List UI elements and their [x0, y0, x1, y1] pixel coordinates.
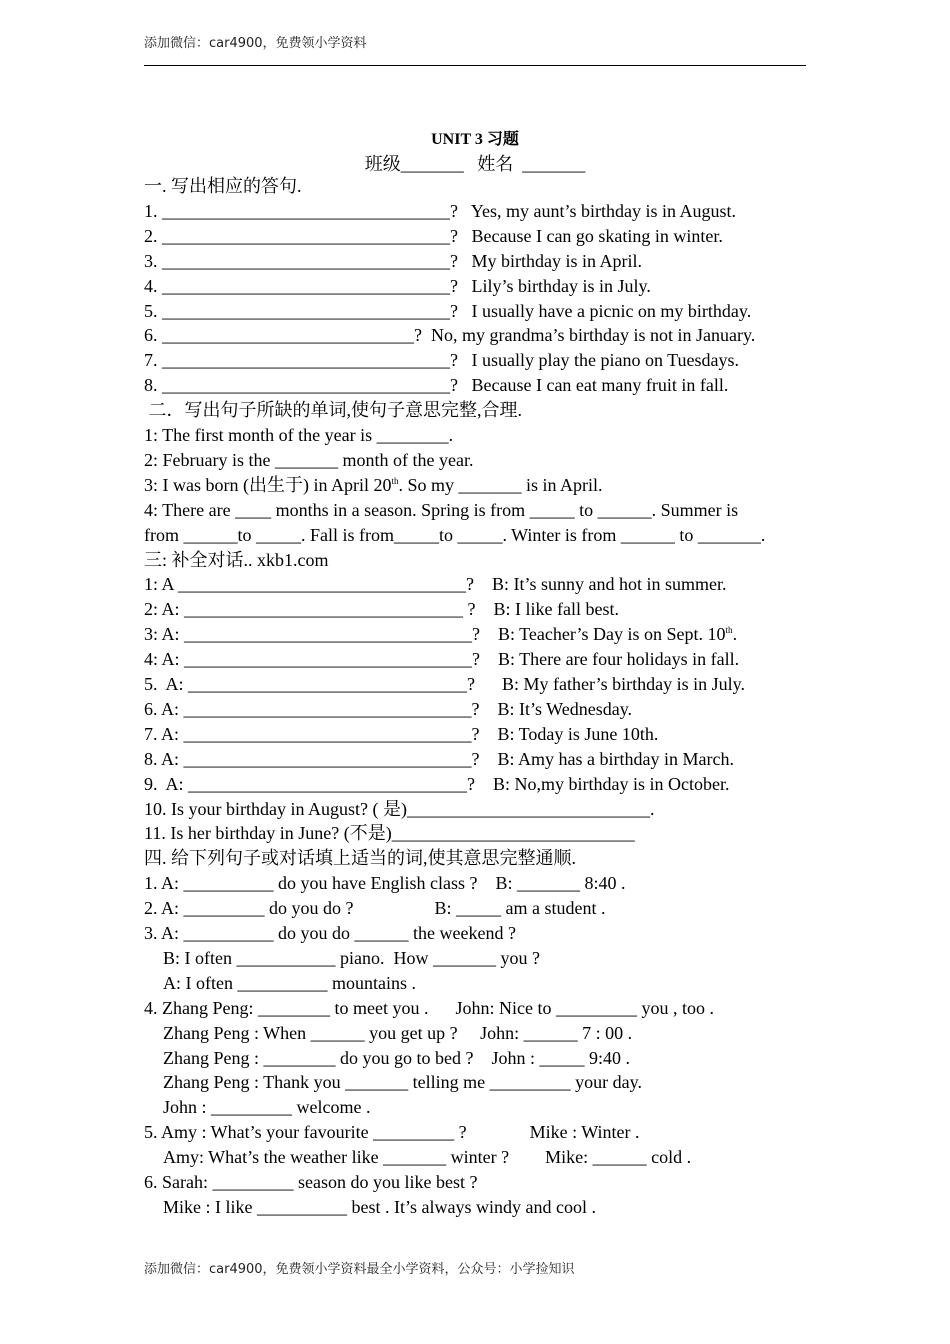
class-name-line: 班级_______ 姓名 _______	[364, 154, 586, 174]
worksheet-line: 3: I was born (出生于) in April 20th. So my _______ is in April.	[144, 474, 603, 495]
worksheet-line: 8. ________________________________? Because I can eat many fruit in fall.	[144, 375, 729, 396]
worksheet-line: 4. ________________________________? Lily’s birthday is in July.	[144, 275, 651, 296]
worksheet-line: 2. A: _________ do you do ? B: _____ am a student .	[144, 898, 606, 919]
worksheet-title: UNIT 3 习题	[431, 131, 519, 148]
worksheet-line: Zhang Peng : Thank you _______ telling me _________ your day.	[163, 1072, 642, 1093]
worksheet-line: 9. A: _______________________________? B: No,my birthday is in October.	[144, 773, 730, 794]
worksheet-line: 5. ________________________________? I usually have a picnic on my birthday.	[144, 300, 752, 321]
worksheet-line: Zhang Peng : When ______ you get up ? John: ______ 7 : 00 .	[163, 1022, 633, 1043]
worksheet-line: 8. A: ________________________________? B: Amy has a birthday in March.	[144, 748, 734, 769]
worksheet-line: 1. ________________________________? Yes, my aunt’s birthday is in August.	[144, 200, 737, 221]
worksheet-line: 7. ________________________________? I usually play the piano on Tuesdays.	[144, 350, 739, 371]
worksheet-line: 11. Is her birthday in June? (不是)___________________________	[144, 823, 635, 844]
worksheet-line: 5. Amy : What’s your favourite _________ ? Mike : Winter .	[144, 1122, 640, 1143]
worksheet-line: 5. A: _______________________________? B: My father’s birthday is in July.	[144, 674, 745, 694]
worksheet-line: 4. Zhang Peng: ________ to meet you . John: Nice to _________ you , too .	[144, 997, 714, 1018]
page-header: 添加微信：car4900，免费领小学资料	[144, 36, 367, 51]
worksheet-line: 3: A: ________________________________? B: Teacher’s Day is on Sept. 10th.	[144, 624, 738, 645]
worksheet-line: Amy: What’s the weather like _______ winter ? Mike: ______ cold .	[163, 1147, 692, 1168]
worksheet-line: Mike : I like __________ best . It’s always windy and cool .	[163, 1196, 596, 1217]
worksheet-line: 3. ________________________________? My birthday is in April.	[144, 250, 642, 271]
worksheet-line: John : _________ welcome .	[163, 1097, 371, 1118]
worksheet-line: 1: The first month of the year is ________.	[144, 425, 454, 445]
worksheet-line: 4: A: ________________________________? B: There are four holidays in fall.	[144, 649, 740, 670]
worksheet-line: 2: February is the _______ month of the year.	[144, 449, 474, 470]
worksheet-line: from ______to _____. Fall is from_____to _____. Winter is from ______ to _______.	[144, 524, 766, 545]
worksheet-line: 7. A: ________________________________? B: Today is June 10th.	[144, 723, 659, 744]
worksheet-line: 10. Is your birthday in August? ( 是)___________________________.	[144, 798, 655, 819]
worksheet-line: 6. ____________________________? No, my grandma’s birthday is not in January.	[144, 325, 756, 346]
worksheet-line: 四. 给下列句子或对话填上适当的词,使其意思完整通顺.	[144, 848, 576, 869]
worksheet-line: 一. 写出相应的答句.	[144, 176, 302, 196]
worksheet-line: 6. Sarah: _________ season do you like best ?	[144, 1172, 478, 1192]
page-footer: 添加微信：car4900，免费领小学资料最全小学资料，公众号：小学捡知识	[144, 1262, 575, 1277]
worksheet-line: B: I often ___________ piano. How _______ you ?	[163, 947, 540, 968]
worksheet-line: 2: A: _______________________________ ? B: I like fall best.	[144, 599, 619, 620]
worksheet-line: 1: A ________________________________? B: It’s sunny and hot in summer.	[144, 574, 727, 595]
worksheet-line: 6. A: ________________________________? B: It’s Wednesday.	[144, 698, 633, 719]
worksheet-line: A: I often __________ mountains .	[163, 972, 416, 993]
worksheet-line: 4: There are ____ months in a season. Spring is from _____ to ______. Summer is	[144, 499, 739, 520]
worksheet-line: 三: 补全对话.. xkb1.com	[144, 549, 329, 570]
worksheet-line: 3. A: __________ do you do ______ the weekend ?	[144, 923, 516, 943]
worksheet-line: 1. A: __________ do you have English class ? B: _______ 8:40 .	[144, 873, 626, 894]
worksheet-line: 二．写出句子所缺的单词,使句子意思完整,合理.	[144, 400, 522, 421]
header-rule	[144, 65, 806, 66]
worksheet-line: Zhang Peng : ________ do you go to bed ? John : _____ 9:40 .	[163, 1047, 630, 1068]
worksheet-line: 2. ________________________________? Because I can go skating in winter.	[144, 225, 723, 246]
